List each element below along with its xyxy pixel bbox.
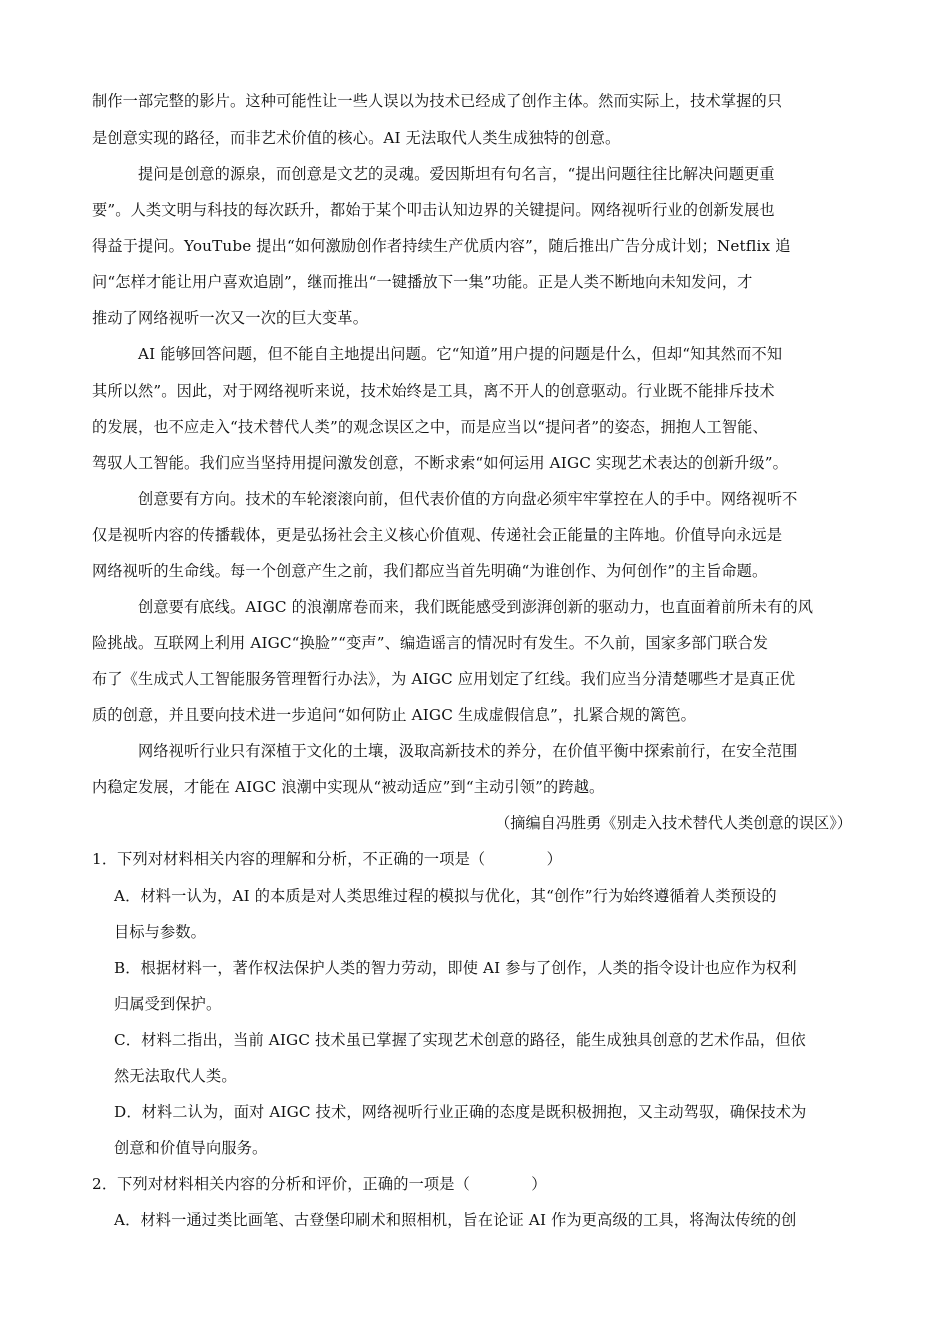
passage-line: 网络视听的生命线。每一个创意产生之前，我们都应当首先明确“为谁创作、为何创作”的主旨命题。 [92,562,768,580]
passage-line: 险挑战。互联网上利用 AIGC“换脸”“变声”、编造谣言的情况时有发生。不久前，国家多部门联合发 [92,634,769,652]
passage-line: 布了《生成式人工智能服务管理暂行办法》，为 AIGC 应用划定了红线。我们应当分清楚哪些才是真正优 [92,670,796,688]
passage-line: AI 能够回答问题，但不能自主地提出问题。它“知道”用户提的问题是什么，但却“知其然而不知 [138,345,783,363]
passage-line: 制作一部完整的影片。这种可能性让一些人误以为技术已经成了创作主体。然而实际上，技术掌握的只 [92,92,783,110]
question-option: 目标与参数。 [114,923,207,941]
question-option: 创意和价值导向服务。 [114,1139,268,1157]
passage-line: 提问是创意的源泉，而创意是文艺的灵魂。爱因斯坦有句名言，“提出问题往往比解决问题更重 [138,165,775,183]
question-option: 归属受到保护。 [114,995,222,1013]
passage-line: 驾驭人工智能。我们应当坚持用提问激发创意，不断求索“如何运用 AIGC 实现艺术表达的创新升级”。 [92,454,788,472]
question-option: C．材料二指出，当前 AIGC 技术虽已掌握了实现艺术创意的路径，能生成独具创意的艺术作品，但依 [114,1031,806,1049]
passage-line: 得益于提问。YouTube 提出“如何激励创作者持续生产优质内容”，随后推出广告分成计划；Netflix 追 [92,237,791,255]
passage-line: 网络视听行业只有深植于文化的土壤，汲取高新技术的养分，在价值平衡中探索前行，在安全范围 [138,742,798,760]
passage-line: 创意要有底线。AIGC 的浪潮席卷而来，我们既能感受到澎湃创新的驱动力，也直面着前所未有的风 [138,598,814,616]
question-option: D．材料二认为，面对 AIGC 技术，网络视听行业正确的态度是既积极拥抱，又主动驾驭，确保技术为 [114,1103,807,1121]
passage-line: 要”。人类文明与科技的每次跃升，都始于某个叩击认知边界的关键提问。网络视听行业的创新发展也 [92,201,775,219]
question-stem: 2．下列对材料相关内容的分析和评价，正确的一项是（ ） [92,1175,547,1193]
question-option: B．根据材料一，著作权法保护人类的智力劳动，即使 AI 参与了创作，人类的指令设计也应作为权利 [114,959,797,977]
question-option: 然无法取代人类。 [114,1067,237,1085]
passage-line: 创意要有方向。技术的车轮滚滚向前，但代表价值的方向盘必须牢牢掌控在人的手中。网络视听不 [138,490,798,508]
passage-line: 是创意实现的路径，而非艺术价值的核心。AI 无法取代人类生成独特的创意。 [92,129,621,147]
source-attribution: （摘编自冯胜勇《别走入技术替代人类创意的误区》） [495,814,852,832]
passage-line: 推动了网络视听一次又一次的巨大变革。 [92,309,369,327]
passage-line: 质的创意，并且要向技术进一步追问“如何防止 AIGC 生成虚假信息”，扎紧合规的篱笆。 [92,706,696,724]
passage-line: 内稳定发展，才能在 AIGC 浪潮中实现从“被动适应”到“主动引领”的跨越。 [92,778,605,796]
question-option: A．材料一通过类比画笔、古登堡印刷术和照相机，旨在论证 AI 作为更高级的工具，将淘汰传统的创 [114,1211,797,1229]
question-option: A．材料一认为，AI 的本质是对人类思维过程的模拟与优化，其“创作”行为始终遵循着人类预设的 [114,887,777,905]
question-stem: 1．下列对材料相关内容的理解和分析，不正确的一项是（ ） [92,850,562,868]
passage-line: 仅是视听内容的传播载体，更是弘扬社会主义核心价值观、传递社会正能量的主阵地。价值导向永远是 [92,526,783,544]
passage-line: 问“怎样才能让用户喜欢追剧”，继而推出“一键播放下一集”功能。正是人类不断地向未知发问，才 [92,273,753,291]
passage-line: 其所以然”。因此，对于网络视听来说，技术始终是工具，离不开人的创意驱动。行业既不能排斥技术 [92,382,775,400]
passage-line: 的发展，也不应走入“技术替代人类”的观念误区之中，而是应当以“提问者”的姿态，拥抱人工智能、 [92,418,768,436]
